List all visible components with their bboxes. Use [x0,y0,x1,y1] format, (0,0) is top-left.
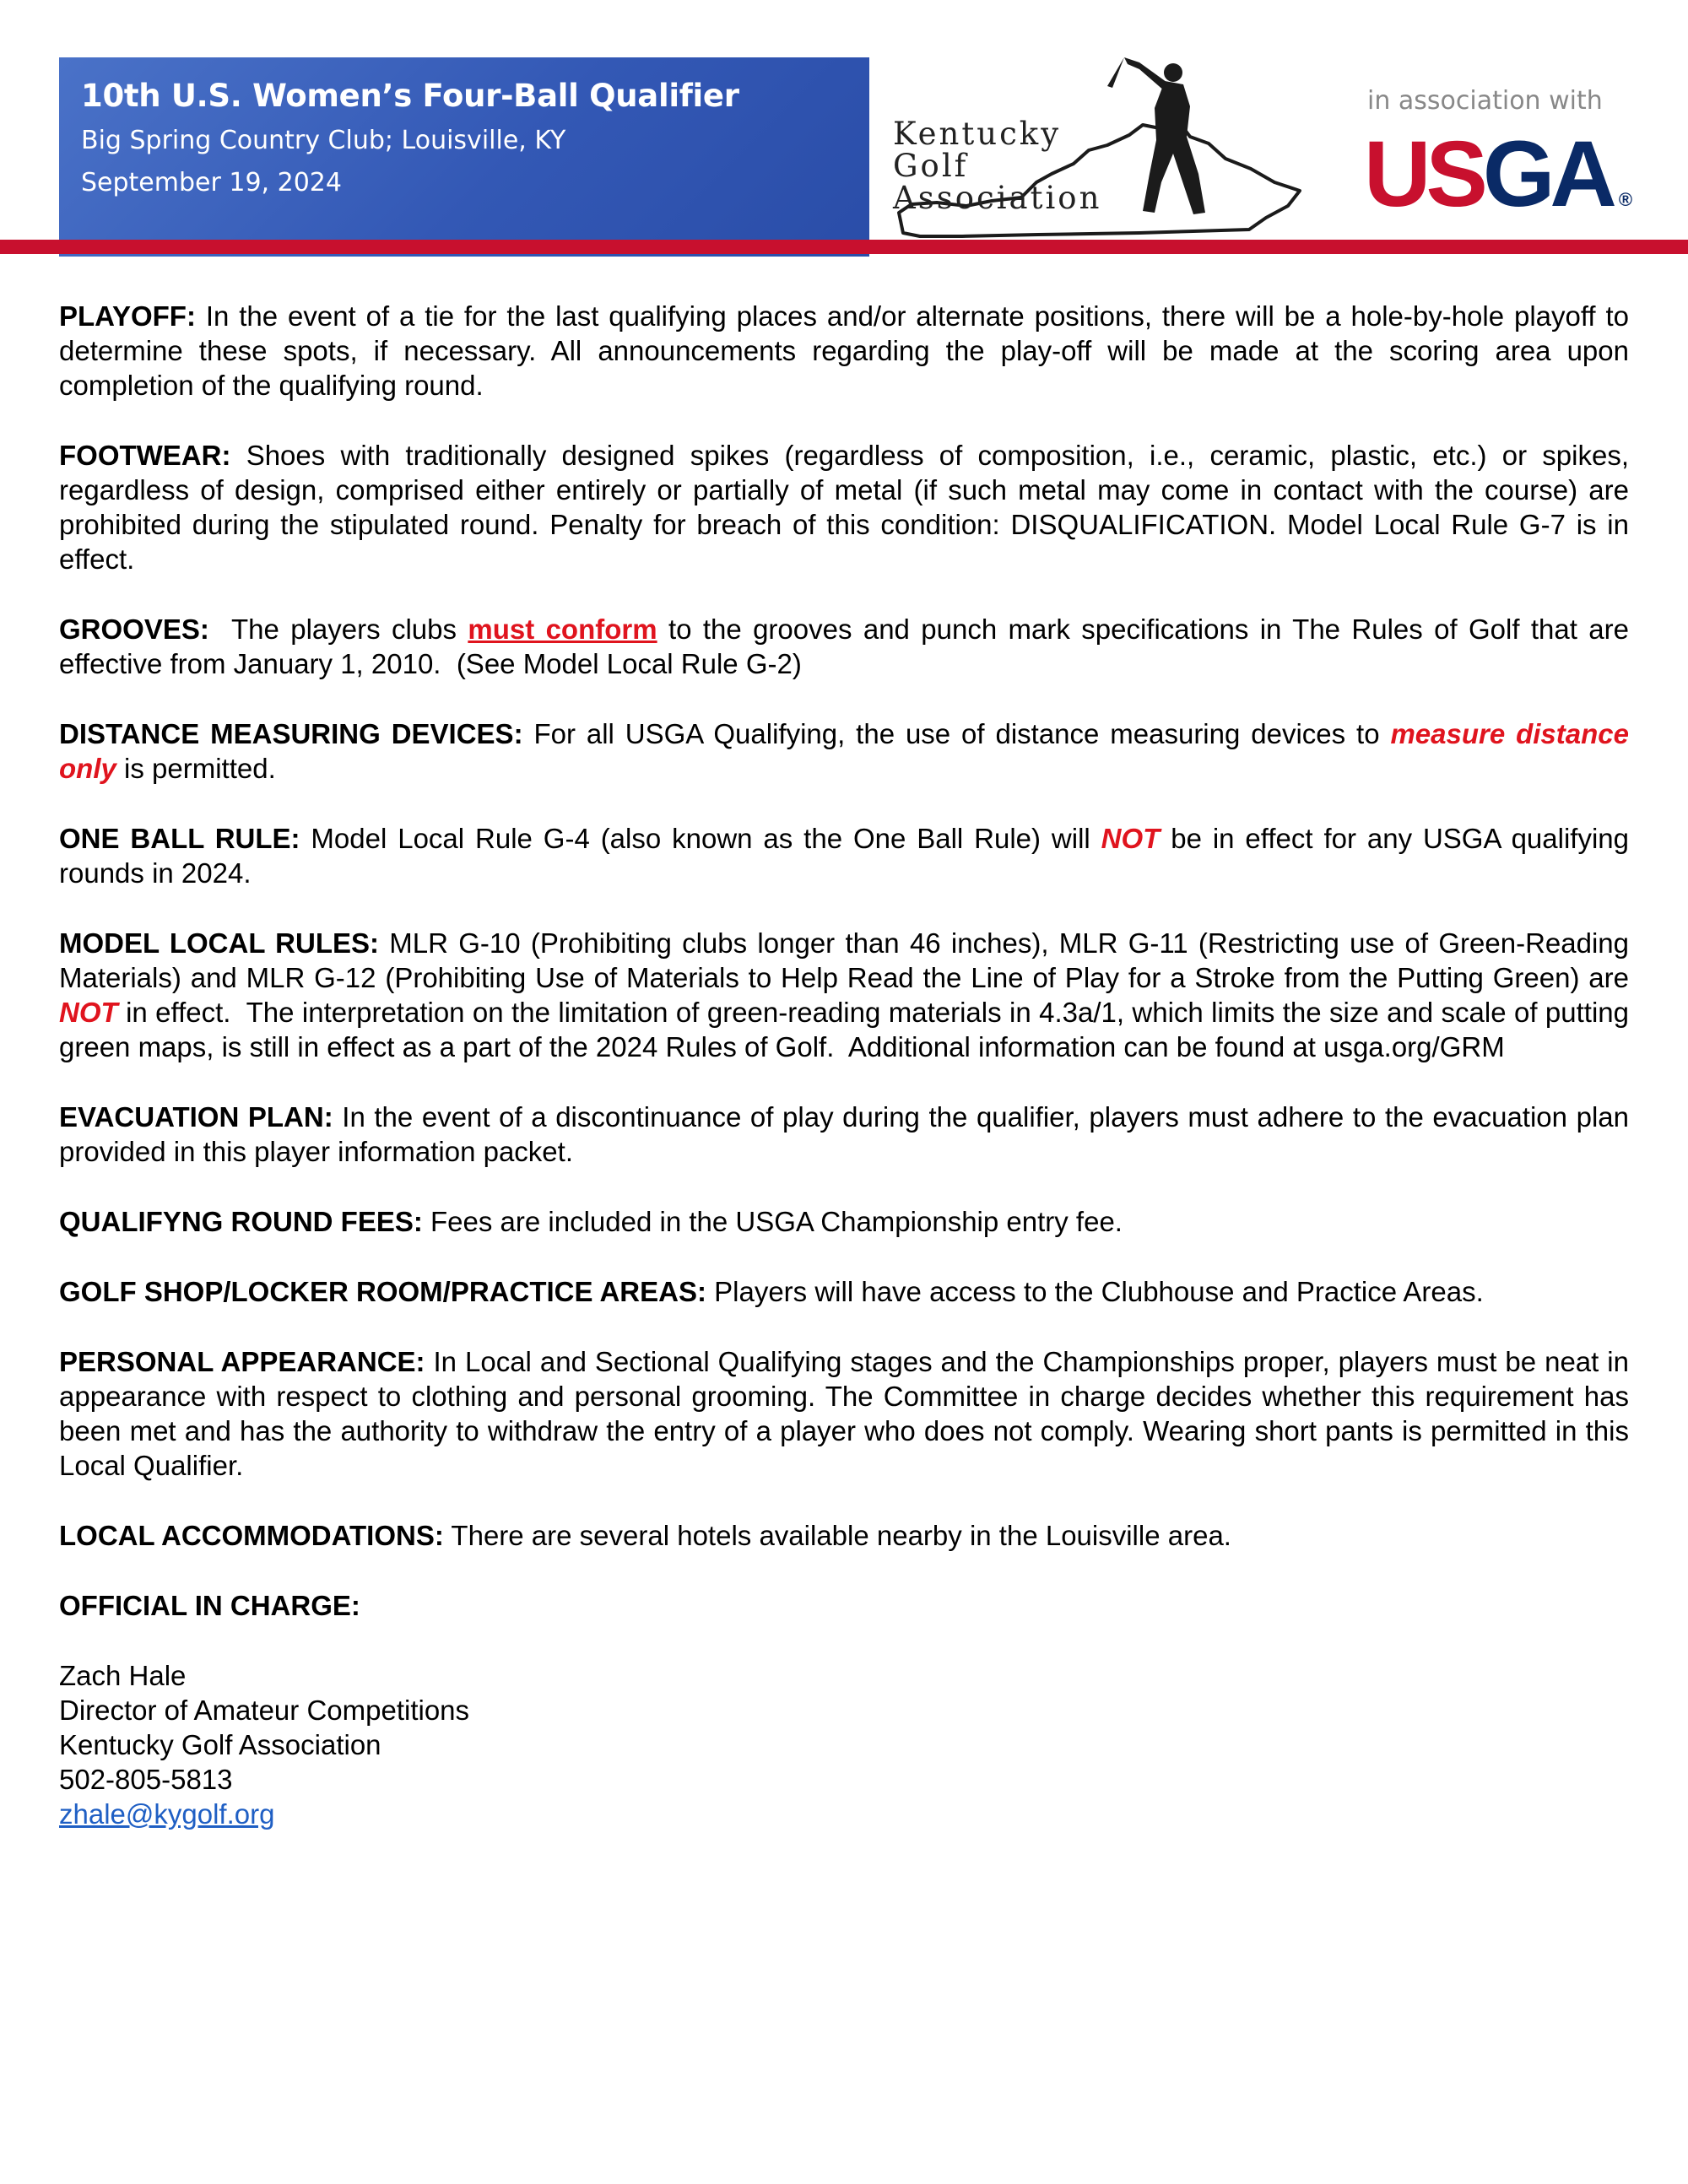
official-org: Kentucky Golf Association [59,1729,381,1760]
accommodations-section [59,1518,1629,1553]
dmd-section [59,716,1629,786]
section-text: The players clubs [208,614,468,645]
section-heading: OFFICIAL IN CHARGE: [59,1590,360,1621]
usga-logo: USGA ® [1364,122,1633,226]
golf-shop-section [59,1274,1629,1309]
player-information [59,299,1637,1831]
section-heading: MODEL LOCAL RULES: [59,927,380,959]
section-text: There are several hotels available nearby in the Louisville area. [443,1520,1231,1551]
official-section [59,1588,1629,1623]
playoff-section [59,299,1629,403]
section-text: In the event of a tie for the last qualifying places and/or alternate positions, there will be a hole-by-hole playoff to determine these spots, if necessary. All announcements regarding the play-off will be made at the scoring area upon completion of the qualifying round. [59,300,1629,401]
section-text: Fees are included in the USGA Championship entry fee. [422,1206,1123,1237]
section-heading: GOLF SHOP/LOCKER ROOM/PRACTICE AREAS: [59,1276,706,1307]
official-email-link[interactable]: zhale@kygolf.org [59,1798,275,1830]
section-text: Players will have access to the Clubhouse and Practice Areas. [706,1276,1484,1307]
section-text: In the event of a discontinuance of play during the qualifier, players must adhere to the evacuation plan provided in this player information packet. [59,1101,1629,1167]
section-heading: DISTANCE MEASURING DEVICES: [59,718,523,749]
kga-wordmark: Kentucky Golf Association [893,116,1102,216]
footwear-section [59,438,1629,576]
event-venue: Big Spring Country Club; Louisville, KY [81,126,566,155]
section-text: to the grooves and punch mark specifications in The Rules of Golf that are effective from January 1, 2010. (See Model Local Rule G-2) [59,614,1637,679]
section-text: Shoes with traditionally designed spikes (regardless of composition, i.e., ceramic, plastic, etc.) or spikes, regardless of design, comprised either entirely or partially of metal (if such metal may come in contact with the course) are prohibited during the stipulated round. Penalty for breach of this condition: DISQUALIFICATION. Model Local Rule G-7 is in effect. [59,440,1629,575]
one-ball-section [59,821,1629,890]
section-text: is permitted. [116,753,276,784]
official-contact [59,1658,1629,1831]
section-heading: ONE BALL RULE: [59,823,300,854]
emphasis-text: measure distance only [59,718,1629,784]
fees-section [59,1204,1629,1239]
event-date: September 19, 2024 [81,168,342,197]
section-heading: EVACUATION PLAN: [59,1101,333,1133]
section-text: MLR G-10 (Prohibiting clubs longer than 46 inches), MLR G-11 (Restricting use of Green-Reading Materials) and MLR G-12 (Prohibiting Use of Materials to Help Read the Line of Play for a Stroke from the Putting Green) are [59,927,1630,993]
official-role: Director of Amateur Competitions [59,1695,470,1726]
header-divider [0,240,1688,254]
section-text: Model Local Rule G-4 (also known as the One Ball Rule) will [300,823,1101,854]
evacuation-section [59,1100,1629,1169]
event-title: 10th U.S. Women’s Four-Ball Qualifier [81,78,739,114]
section-text: be in effect for any USGA qualifying rounds in 2024. [59,823,1629,889]
section-text: For all USGA Qualifying, the use of distance measuring devices to [522,718,1391,749]
header-banner [59,57,869,257]
section-heading: PERSONAL APPEARANCE: [59,1346,425,1377]
emphasis-text: NOT [59,997,118,1028]
official-phone: 502-805-5813 [59,1764,233,1795]
grooves-section [59,612,1637,681]
official-name: Zach Hale [59,1660,187,1691]
section-heading: FOOTWEAR: [59,440,231,471]
section-heading: LOCAL ACCOMMODATIONS: [59,1520,444,1551]
section-heading: PLAYOFF: [59,300,196,332]
section-text: In Local and Sectional Qualifying stages and the Championships proper, players must be neat in appearance with respect to clothing and personal grooming. The Committee in charge decides whether this requirement has been met and has the authority to withdraw the entry of a player who does not comply. Wearing short pants is permitted in this Local Qualifier. [59,1346,1629,1481]
section-heading: GROOVES: [59,614,209,645]
emphasis-text: must conform [468,614,657,645]
appearance-section [59,1344,1629,1483]
mlr-section [59,926,1637,1064]
emphasis-text: NOT [1101,823,1160,854]
section-heading: QUALIFYNG ROUND FEES: [59,1206,423,1237]
section-text: in effect. The interpretation on the limitation of green-reading materials in 4.3a/1, which limits the size and scale of putting green maps, is still in effect as a part of the 2024 Rules of Golf. Additional information can be found at usga.org/GRM [59,997,1637,1062]
association-text: in association with [1367,86,1603,116]
